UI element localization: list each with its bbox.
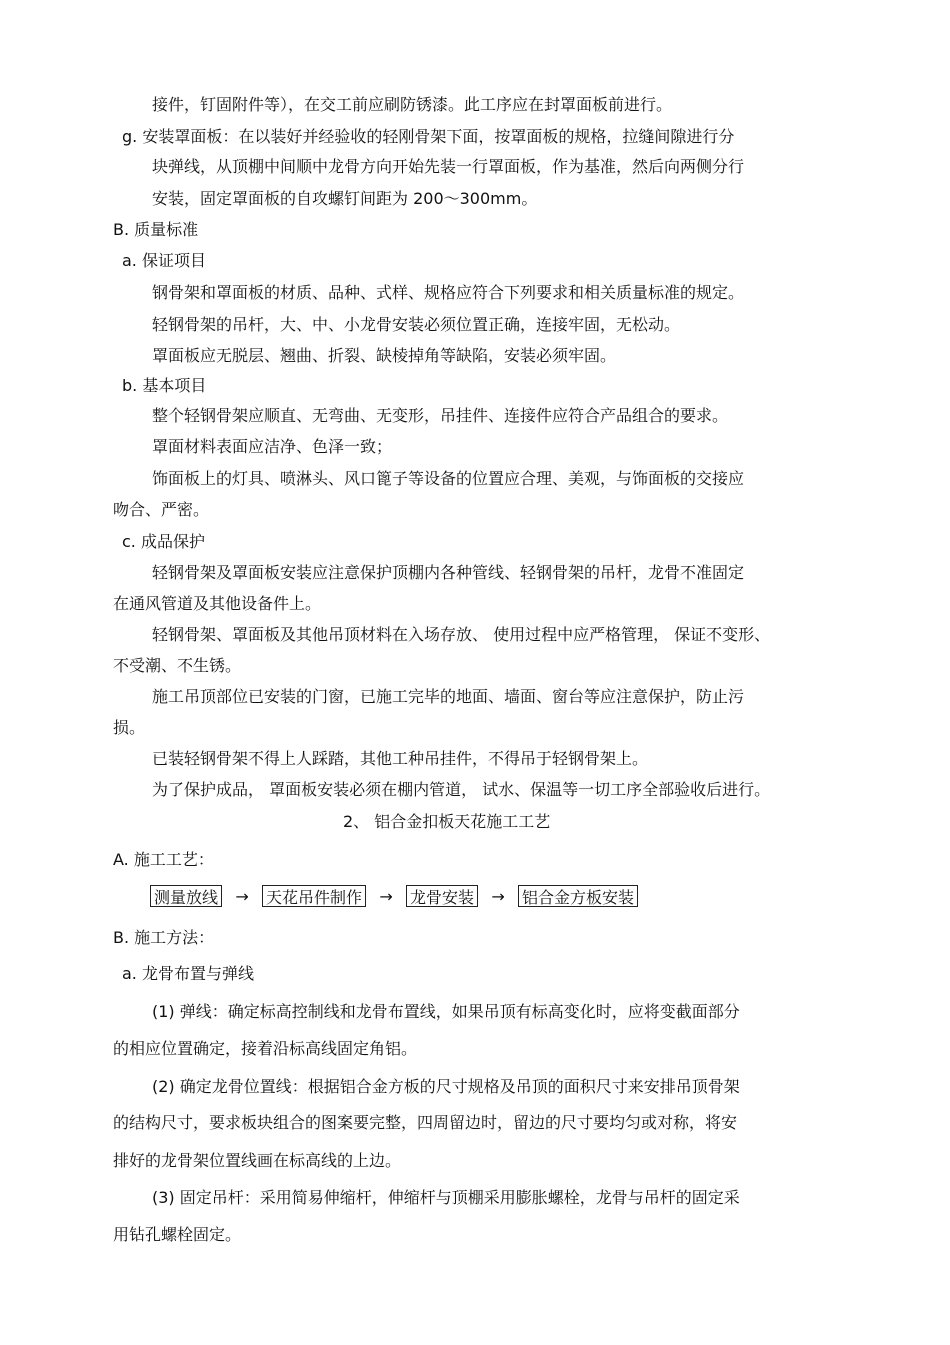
section-heading: A. 施工工艺： (113, 850, 214, 869)
subsection-heading: b. 基本项目 (122, 376, 207, 395)
text-line: 排好的龙骨架位置线画在标高线的上边。 (113, 1151, 402, 1170)
text-line: 轻钢骨架的吊杆，大、中、小龙骨安装必须位置正确，连接牢固，无松动。 (152, 315, 681, 334)
text-line: 已装轻钢骨架不得上人踩踏，其他工种吊挂件，不得吊于轻钢骨架上。 (152, 749, 649, 768)
text-line: 罩面材料表面应洁净、色泽一致； (152, 437, 393, 456)
text-line: 罩面板应无脱层、翘曲、折裂、缺棱掉角等缺陷，安装必须牢固。 (152, 346, 617, 365)
text-line: 安装，固定罩面板的自攻螺钉间距为 200～300mm。 (152, 189, 538, 208)
section-heading: B. 质量标准 (113, 220, 199, 239)
text-line: 轻钢骨架及罩面板安装应注意保护顶棚内各种管线、轻钢骨架的吊杆，龙骨不准固定 (152, 563, 745, 582)
flow-step: 铝合金方板安装 (518, 885, 638, 907)
subsection-heading: a. 龙骨布置与弹线 (122, 964, 254, 983)
text-line: 钢骨架和罩面板的材质、品种、式样、规格应符合下列要求和相关质量标准的规定。 (152, 283, 745, 302)
text-line: (3) 固定吊杆：采用简易伸缩杆，伸缩杆与顶棚采用膨胀螺栓，龙骨与吊杆的固定采 (152, 1188, 740, 1207)
text-line: 不受潮、不生锈。 (113, 656, 242, 675)
text-line: 接件，钉固附件等），在交工前应刷防锈漆。此工序应在封罩面板前进行。 (152, 95, 673, 114)
text-line: 用钻孔螺栓固定。 (113, 1225, 242, 1244)
text-line: 轻钢骨架、罩面板及其他吊顶材料在入场存放、 使用过程中应严格管理， 保证不变形、 (152, 625, 771, 644)
arrow-icon: → (235, 886, 249, 906)
arrow-icon: → (491, 886, 505, 906)
text-line: 损。 (113, 718, 146, 737)
flow-step: 龙骨安装 (406, 885, 478, 907)
process-flow (150, 883, 638, 909)
text-line: (1) 弹线：确定标高控制线和龙骨布置线，如果吊顶有标高变化时，应将变截面部分 (152, 1002, 740, 1021)
text-line: 块弹线，从顶棚中间顺中龙骨方向开始先装一行罩面板，作为基准，然后向两侧分行 (152, 157, 745, 176)
text-line: 的相应位置确定，接着沿标高线固定角铝。 (113, 1039, 418, 1058)
text-line: 吻合、严密。 (113, 500, 210, 519)
flow-step: 天花吊件制作 (262, 885, 366, 907)
text-line: 施工吊顶部位已安装的门窗，已施工完毕的地面、墙面、窗台等应注意保护，防止污 (152, 687, 745, 706)
flow-step: 测量放线 (150, 885, 222, 907)
subsection-heading: a. 保证项目 (122, 251, 206, 270)
text-line: 饰面板上的灯具、喷淋头、风口篦子等设备的位置应合理、美观，与饰面板的交接应 (152, 469, 745, 488)
chapter-heading: 2、 铝合金扣板天花施工工艺 (343, 812, 551, 831)
text-line: 整个轻钢骨架应顺直、无弯曲、无变形，吊挂件、连接件应符合产品组合的要求。 (152, 406, 729, 425)
text-line: (2) 确定龙骨位置线：根据铝合金方板的尺寸规格及吊顶的面积尺寸来安排吊顶骨架 (152, 1077, 740, 1096)
text-line: 在通风管道及其他设备件上。 (113, 594, 322, 613)
section-heading: B. 施工方法： (113, 928, 215, 947)
text-line: 的结构尺寸，要求板块组合的图案要完整，四周留边时，留边的尺寸要均匀或对称，将安 (113, 1113, 738, 1132)
text-line: 为了保护成品， 罩面板安装必须在棚内管道， 试水、保温等一切工序全部验收后进行。 (152, 780, 771, 799)
subsection-heading: c. 成品保护 (122, 532, 205, 551)
arrow-icon: → (379, 886, 393, 906)
text-line: g. 安装罩面板：在以装好并经验收的轻刚骨架下面，按罩面板的规格，拉缝间隙进行分 (122, 127, 735, 146)
